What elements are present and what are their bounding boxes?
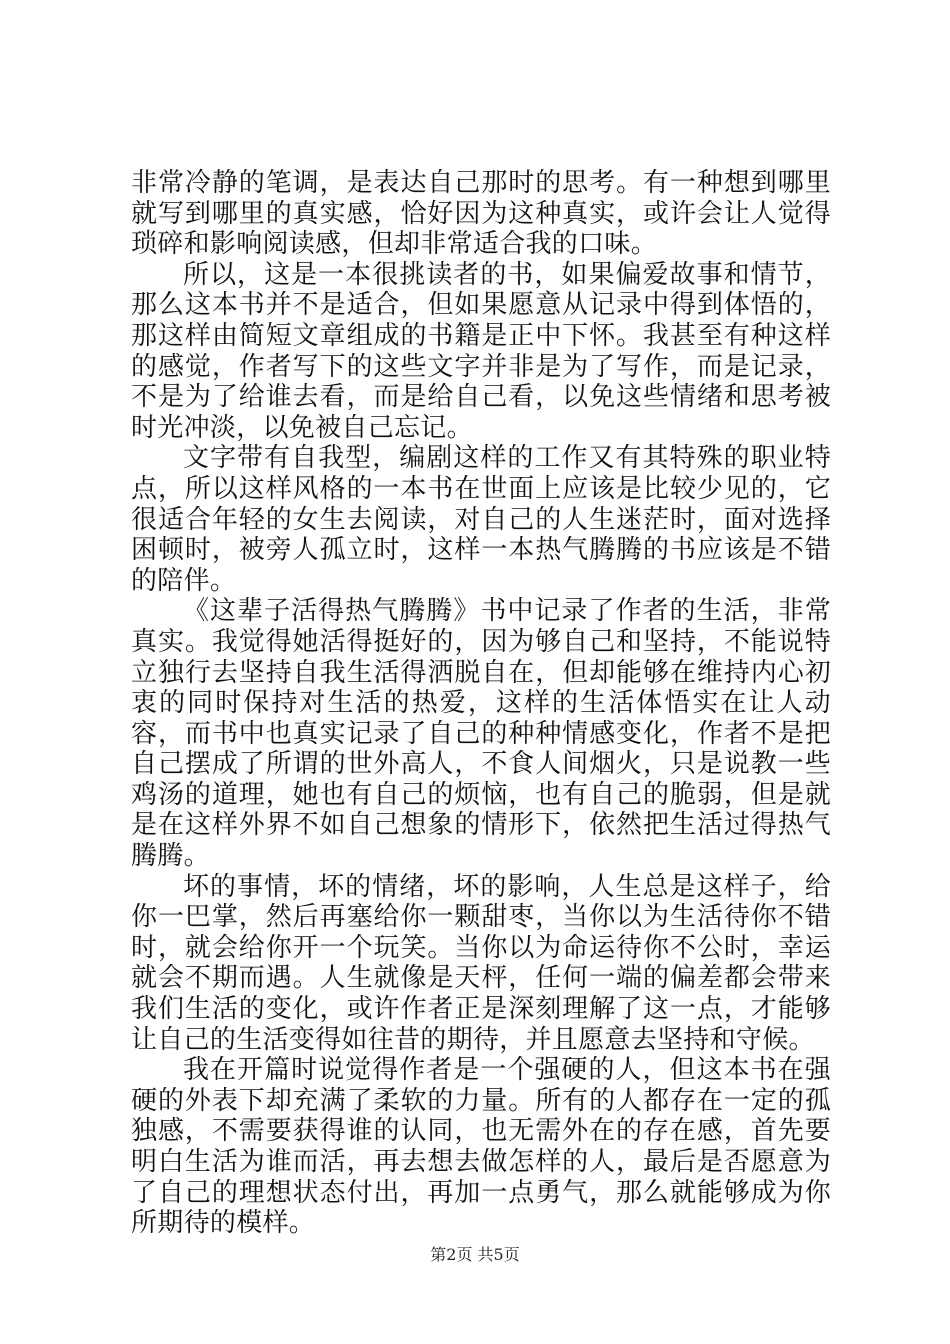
paragraph-6: 我在开篇时说觉得作者是一个强硬的人，但这本书在强硬的外表下却充满了柔软的力量。所有的人都存在一定的孤独感，不需要获得谁的认同，也无需外在的存在感，首先要明白生活为谁而活，再去想去做怎样的人，最后是否愿意为了自己的理想状态付出，再加一点勇气，那么就能够成为你所期待的模样。 <box>131 1055 831 1239</box>
paragraph-4: 《这辈子活得热气腾腾》书中记录了作者的生活，非常真实。我觉得她活得挺好的，因为够自己和坚持，不能说特立独行去坚持自我生活得洒脱自在，但却能够在维持内心初衷的同时保持对生活的热爱，这样的生活体悟实在让人动容，而书中也真实记录了自己的种种情感变化，作者不是把自己摆成了所谓的世外高人，不食人间烟火，只是说教一些鸡汤的道理，她也有自己的烦恼，也有自己的脆弱，但是就是在这样外界不如自己想象的情形下，依然把生活过得热气腾腾。 <box>131 596 831 872</box>
paragraph-3: 文字带有自我型，编剧这样的工作又有其特殊的职业特点，所以这样风格的一本书在世面上应该是比较少见的，它很适合年轻的女生去阅读，对自己的人生迷茫时，面对选择困顿时，被旁人孤立时，这样一本热气腾腾的书应该是不错的陪伴。 <box>131 443 831 596</box>
paragraph-2: 所以，这是一本很挑读者的书，如果偏爱故事和情节，那么这本书并不是适合，但如果愿意从记录中得到体悟的，那这样由简短文章组成的书籍是正中下怀。我甚至有种这样的感觉，作者写下的这些文字并非是为了写作，而是记录，不是为了给谁去看，而是给自己看，以免这些情绪和思考被时光冲淡，以免被自己忘记。 <box>131 259 831 443</box>
paragraph-1: 非常冷静的笔调，是表达自己那时的思考。有一种想到哪里就写到哪里的真实感，恰好因为这种真实，或许会让人觉得琐碎和影响阅读感，但却非常适合我的口味。 <box>131 168 831 260</box>
paragraph-5: 坏的事情，坏的情绪，坏的影响，人生总是这样子，给你一巴掌，然后再塞给你一颗甜枣，当你以为生活待你不错时，就会给你开一个玩笑。当你以为命运待你不公时，幸运就会不期而遇。人生就像是天枰，任何一端的偏差都会带来我们生活的变化，或许作者正是深刻理解了这一点，才能够让自己的生活变得如往昔的期待，并且愿意去坚持和守候。 <box>131 871 831 1055</box>
document-body <box>131 168 831 1239</box>
page-number-footer: 第2页 共5页 <box>430 1245 520 1264</box>
